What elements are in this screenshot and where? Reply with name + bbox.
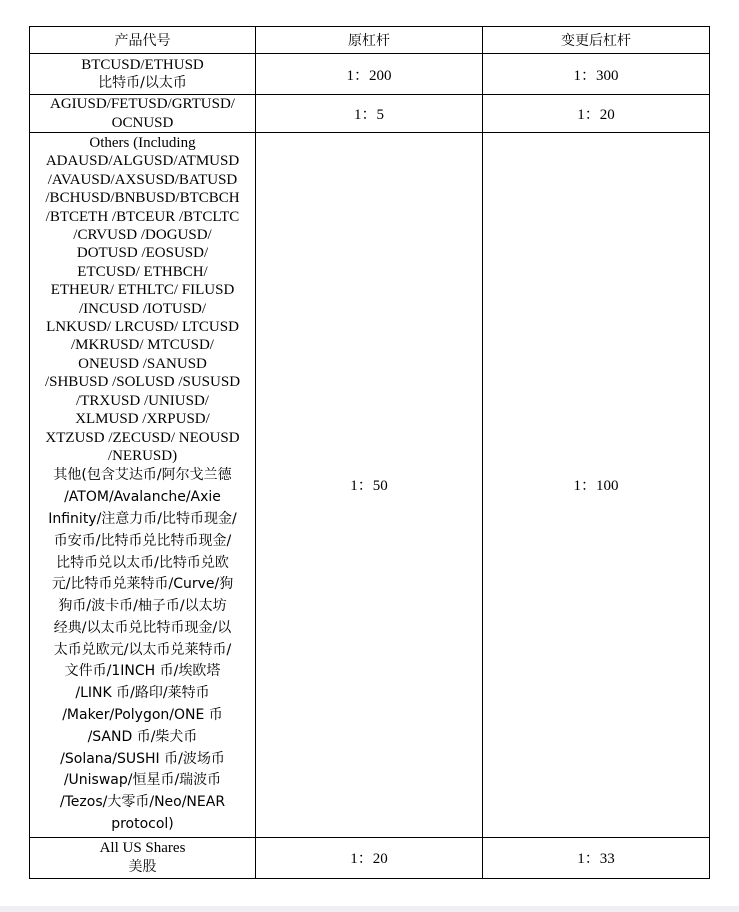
product-cn-line: /Uniswap/恒星币/瑞波币 (63, 772, 222, 789)
product-code-line: /MKRUSD/ MTCUSD/ (71, 337, 214, 354)
product-code-line: OCNUSD (111, 114, 174, 131)
header-original-leverage: 原杠杆 (256, 27, 483, 54)
table-row (30, 54, 710, 95)
product-code-line: ETCUSD/ ETHBCH/ (77, 263, 208, 280)
product-code-line: /AVAUSD/AXSUSD/BATUSD (47, 171, 238, 188)
product-code-line: ETHEUR/ ETHLTC/ FILUSD (50, 282, 235, 299)
product-cn-line: 元/比特币兑莱特币/Curve/狗 (51, 576, 234, 593)
header-row (30, 27, 710, 54)
leverage-table (29, 26, 710, 879)
product-cn-line: 美股 (128, 858, 157, 875)
product-code-line: All US Shares (99, 840, 186, 857)
product-cn-line: /Maker/Polygon/ONE 币 (62, 707, 223, 724)
product-cn-line: /Solana/SUSHI 币/波场币 (60, 750, 225, 767)
product-code-line: /TRXUSD /UNIUSD/ (76, 392, 209, 409)
product-cn-line: 狗币/波卡币/柚子币/以太坊 (58, 598, 227, 615)
original-leverage-cell: 1：200 (256, 54, 483, 95)
product-cell (30, 837, 256, 878)
product-code-line: LNKUSD/ LRCUSD/ LTCUSD (46, 319, 239, 336)
product-cn-line: 经典/以太币兑比特币现金/以 (53, 619, 232, 636)
product-cell (30, 95, 256, 133)
product-code-line: /INCUSD /IOTUSD/ (78, 300, 207, 317)
product-code-line: DOTUSD /EOSUSD/ (76, 245, 209, 262)
header-product-code: 产品代号 (30, 27, 256, 54)
product-cn-line: 比特币兑以太币/比特币兑欧 (56, 554, 229, 571)
product-code-line: /NERUSD) (107, 447, 178, 464)
new-leverage-cell: 1：20 (483, 95, 710, 133)
product-cn-line: 币安币/比特币兑比特币现金/ (53, 532, 232, 549)
original-leverage-cell: 1：5 (256, 95, 483, 133)
header-new-leverage: 变更后杠杆 (483, 27, 710, 54)
product-code-line: XLMUSD /XRPUSD/ (75, 411, 210, 428)
new-leverage-cell: 1：300 (483, 54, 710, 95)
product-code-line: /SHBUSD /SOLUSD /SUSUSD (44, 374, 241, 391)
product-code-line: ADAUSD/ALGUSD/ATMUSD (45, 153, 240, 170)
product-cn-line: Infinity/注意力币/比特币现金/ (48, 510, 237, 527)
product-cn-line: /ATOM/Avalanche/Axie (64, 489, 221, 506)
product-cn-line: 文件币/1INCH 币/埃欧塔 (64, 663, 221, 680)
product-cn-line: /Tezos/大零币/Neo/NEAR (59, 794, 226, 811)
product-code-line: /BTCETH /BTCEUR /BTCLTC (45, 208, 240, 225)
product-cell (30, 133, 256, 838)
product-code-line: ONEUSD /SANUSD (78, 355, 207, 372)
product-code-line: /BCHUSD/BNBUSD/BTCBCH (45, 190, 240, 207)
product-cn-line: 其他(包含艾达币/阿尔戈兰德 (53, 467, 232, 484)
product-code-line: Others (Including (89, 135, 196, 151)
table-row (30, 95, 710, 133)
new-leverage-cell: 1：100 (483, 133, 710, 838)
table-row (30, 837, 710, 878)
product-cn-line: 太币兑欧元/以太币兑莱特币/ (53, 641, 232, 658)
product-cn-line: /LINK 币/路印/莱特币 (75, 685, 210, 702)
original-leverage-cell: 1：20 (256, 837, 483, 878)
product-cn-line: protocol) (111, 816, 174, 833)
product-code-line: XTZUSD /ZECUSD/ NEOUSD (45, 429, 240, 446)
new-leverage-cell: 1：33 (483, 837, 710, 878)
bottom-band (0, 906, 739, 912)
product-code-line: AGIUSD/FETUSD/GRTUSD/ (50, 96, 235, 113)
product-code-line: /CRVUSD /DOGUSD/ (73, 227, 212, 244)
table-row (30, 133, 710, 838)
product-cn-line: /SAND 币/柴犬币 (87, 728, 198, 745)
original-leverage-cell: 1：50 (256, 133, 483, 838)
product-cell (30, 54, 256, 95)
product-cn-line: 比特币/以太币 (98, 75, 187, 91)
product-code-line: BTCUSD/ETHUSD (81, 56, 204, 73)
